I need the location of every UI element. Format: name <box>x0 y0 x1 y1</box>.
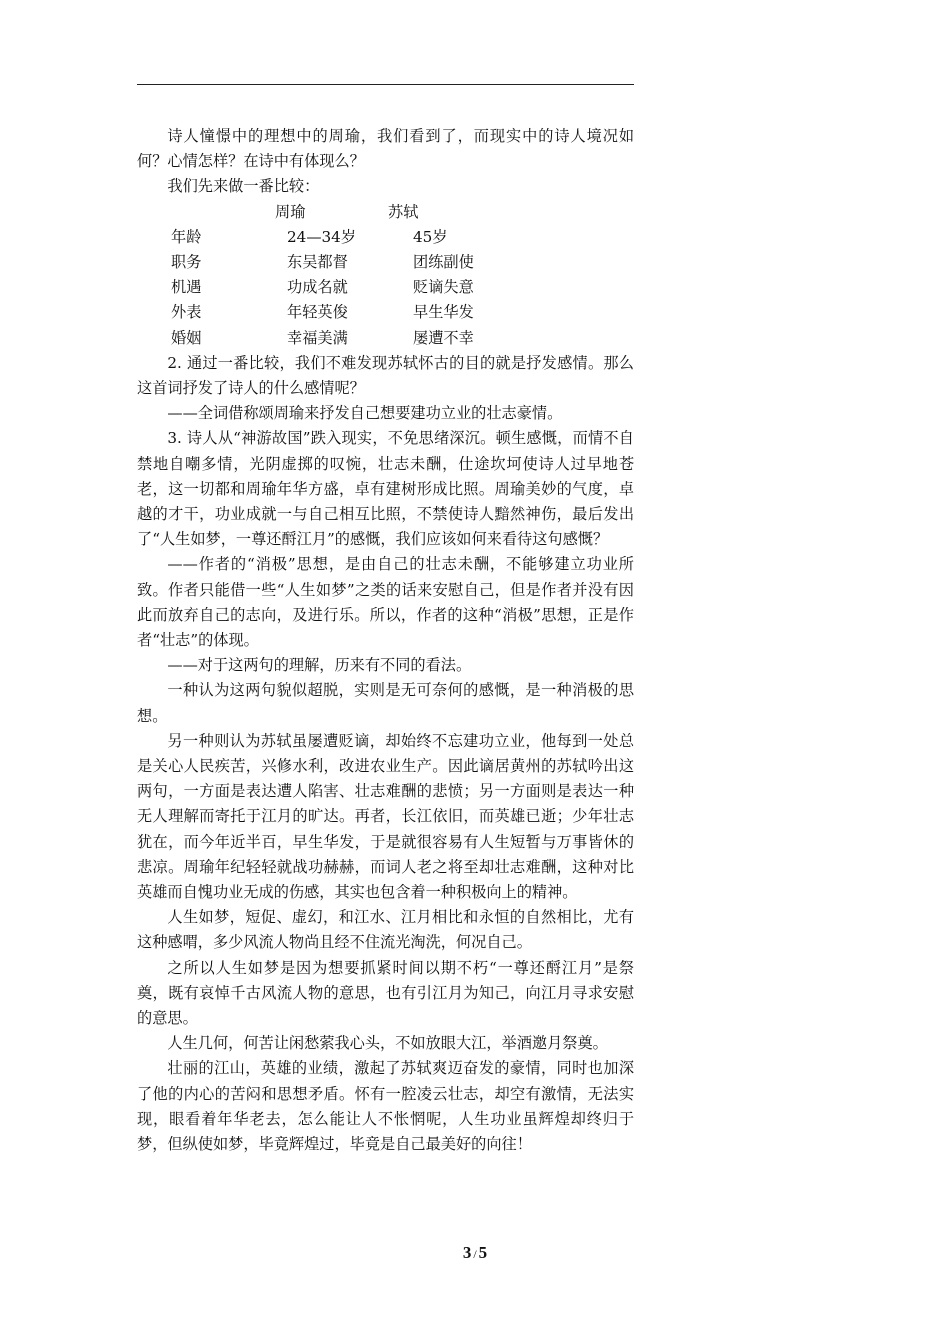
comparison-row-appearance <box>137 300 634 325</box>
current-page: 3 <box>462 1243 472 1262</box>
comparison-header-sushi: 苏轼 <box>388 202 419 221</box>
intro-paragraph-1: 诗人憧憬中的理想中的周瑜，我们看到了，而现实中的诗人境况如何？心情怎样？在诗中有体现么？ <box>137 127 634 171</box>
sushi-value: 团练副使 <box>413 252 474 271</box>
body-paragraph: 2. 通过一番比较，我们不难发现苏轼怀古的目的就是抒发感情。那么这首词抒发了诗人的什么感情呢？ <box>137 353 634 397</box>
row-label: 外表 <box>171 303 202 322</box>
comparison-header-zhouyu: 周瑜 <box>275 202 306 221</box>
page-body <box>137 124 634 1157</box>
body-paragraph: 人生如梦，短促、虚幻，和江水、江月相比和永恒的自然相比，尤有这种感喟，多少风流人物尚且经不住流光淘洗，何况自己。 <box>137 908 634 952</box>
body-paragraph: ——作者的“消极”思想，是由自己的壮志未酬，不能够建立功业所致。作者只能借一些“人生如梦”之类的话来安慰自己，但是作者并没有因此而放弃自己的志向，及进行乐。所以，作者的这种“消极”思想，正是作者“壮志”的体现。 <box>137 555 634 649</box>
comparison-header-row <box>137 200 634 225</box>
comparison-row-age <box>137 225 634 250</box>
intro-paragraph-2: 我们先来做一番比较： <box>167 177 320 196</box>
zhouyu-value: 东吴都督 <box>287 252 348 271</box>
row-label: 机遇 <box>171 278 202 297</box>
sushi-value: 45岁 <box>413 227 448 246</box>
body-paragraph: 人生几何，何苦让闲愁萦我心头，不如放眼大江，举酒邀月祭奠。 <box>167 1034 608 1053</box>
zhouyu-value: 功成名就 <box>287 278 348 297</box>
header-rule <box>137 84 634 85</box>
body-paragraph: 之所以人生如梦是因为想要抓紧时间以期不朽“一尊还酹江月”是祭奠，既有哀悼千古风流人物的意思，也有引江月为知己，向江月寻求安慰的意思。 <box>137 958 634 1028</box>
row-label: 年龄 <box>171 227 202 246</box>
zhouyu-value: 幸福美满 <box>287 328 348 347</box>
comparison-table <box>137 200 634 351</box>
zhouyu-value: 24—34岁 <box>287 227 357 246</box>
body-paragraph: ——全词借称颂周瑜来抒发自己想要建功立业的壮志豪情。 <box>167 404 563 423</box>
body-paragraph: 3. 诗人从“神游故国”跌入现实，不免思绪深沉。顿生感慨，而情不自禁地自嘲多情，光阴虚掷的叹惋，壮志未酬，仕途坎坷使诗人过早地苍老，这一切都和周瑜年华方盛，卓有建树形成比照。周瑜美妙的气度，卓越的才干，功业成就一与自己相互比照，不禁使诗人黯然神伤，最后发出了“人生如梦，一尊还酹江月”的感慨，我们应该如何来看待这句感慨？ <box>137 429 634 549</box>
comparison-row-post <box>137 250 634 275</box>
body-paragraph: 一种认为这两句貌似超脱，实则是无可奈何的感慨，是一种消极的思想。 <box>137 681 634 725</box>
page-number <box>0 1243 950 1263</box>
comparison-row-marriage <box>137 326 634 351</box>
row-label: 婚姻 <box>171 328 202 347</box>
body-paragraph: 壮丽的江山，英雄的业绩，激起了苏轼爽迈奋发的豪情，同时也加深了他的内心的苦闷和思想矛盾。怀有一腔凌云壮志，却空有激情，无法实现，眼看着年华老去，怎么能让人不怅惘呢，人生功业虽辉煌却终归于梦，但纵使如梦，毕竟辉煌过，毕竟是自己最美好的向往！ <box>137 1059 634 1154</box>
body-paragraph: 另一种则认为苏轼虽屡遭贬谪，却始终不忘建功立业，他每到一处总是关心人民疾苦，兴修水利，改进农业生产。因此谪居黄州的苏轼吟出这两句，一方面是表达遭人陷害、壮志难酬的悲愤；另一方面则是表达一种无人理解而寄托于江月的旷达。再者，长江依旧，而英雄已逝；少年壮志犹在，而今年近半百，早生华发，于是就很容易有人生短暂与万事皆休的悲凉。周瑜年纪轻轻就战功赫赫，而词人老之将至却壮志难酬，这种对比英雄而自愧功业无成的伤感，其实也包含着一种积极向上的精神。 <box>137 731 634 901</box>
total-pages: 5 <box>478 1243 488 1262</box>
sushi-value: 早生华发 <box>413 303 474 322</box>
sushi-value: 贬谪失意 <box>413 278 474 297</box>
page-separator: / <box>473 1247 477 1261</box>
body-paragraph: ——对于这两句的理解，历来有不同的看法。 <box>167 656 472 675</box>
row-label: 职务 <box>171 252 202 271</box>
sushi-value: 屡遭不幸 <box>413 328 474 347</box>
comparison-row-opportunity <box>137 275 634 300</box>
zhouyu-value: 年轻英俊 <box>287 303 348 322</box>
